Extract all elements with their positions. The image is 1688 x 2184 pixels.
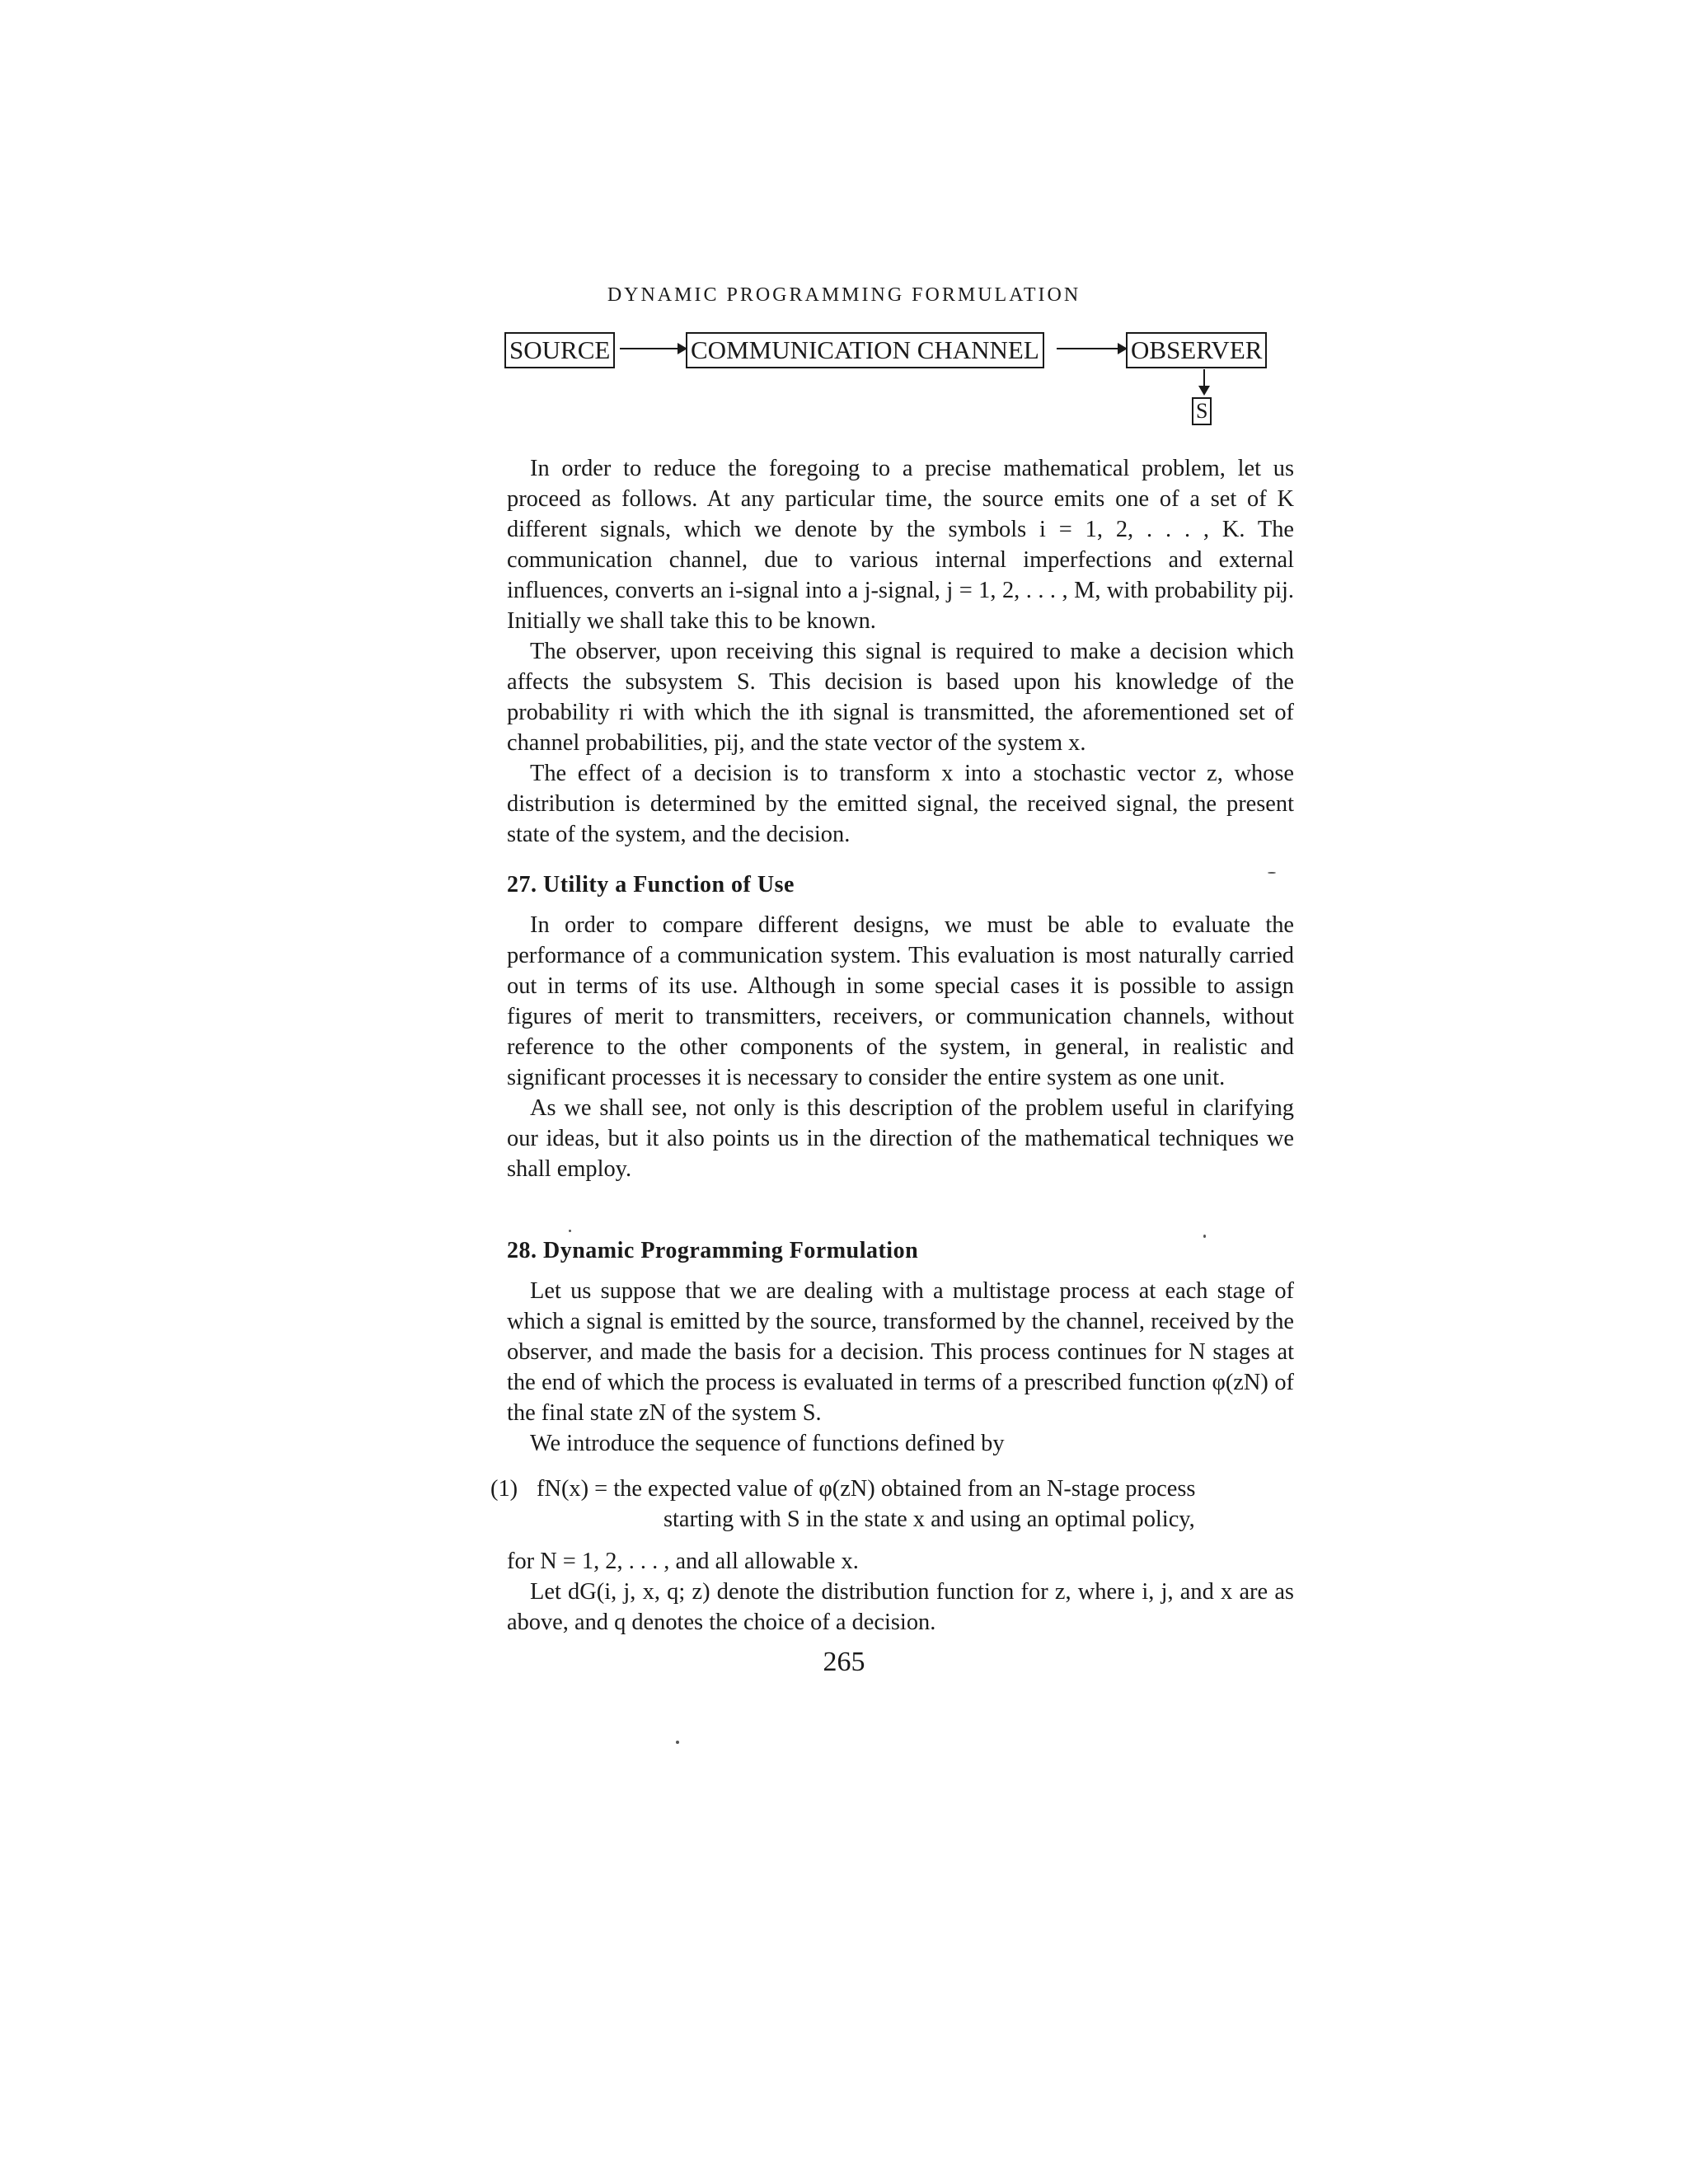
section-28-text	[507, 1276, 1294, 1459]
scan-speck	[1203, 1235, 1206, 1238]
communication-diagram	[504, 328, 1279, 452]
arrow-channel-to-observer	[1057, 348, 1126, 349]
paragraph: We introduce the sequence of functions defined by	[530, 1431, 1005, 1456]
section-intro-text	[507, 453, 1294, 850]
observer-box: OBSERVER	[1126, 332, 1267, 368]
subsystem-box: S	[1192, 397, 1212, 425]
paragraph: Let us suppose that we are dealing with a multistage process at each stage of which a signal is emitted by the source, transformed by the channel, received by the observer, and made the basis for a decision. This process continues for N stages at the end of which the process is evaluated in terms of a prescribed function φ(zN) of the final state zN of the system S.	[507, 1278, 1294, 1426]
section-28-tail	[507, 1546, 1294, 1638]
scan-speck	[1268, 872, 1276, 874]
source-box: SOURCE	[504, 332, 615, 368]
paragraph: Let dG(i, j, x, q; z) denote the distribution function for z, where i, j, and x are as above, and q denotes the choice of a decision.	[507, 1579, 1294, 1635]
arrow-observer-to-subsystem	[1203, 369, 1205, 392]
channel-box: COMMUNICATION CHANNEL	[686, 332, 1044, 368]
page-number: 265	[823, 1647, 865, 1677]
paragraph: In order to compare different designs, we must be able to evaluate the performance of a communication system. This evaluation is most naturally carried out in terms of its use. Although in some special cases it is possible to assign figures of merit to transmitters, receivers, or communication channels, without reference to the other components of the system, in general, in realistic and significant processes it is necessary to consider the entire system as one unit.	[507, 912, 1294, 1090]
paragraph: for N = 1, 2, . . . , and all allowable x.	[507, 1549, 859, 1574]
equation-number: (1)	[490, 1476, 518, 1502]
scan-speck	[569, 1230, 571, 1232]
paragraph: The effect of a decision is to transform x into a stochastic vector z, whose distribution is determined by the emitted signal, the received signal, the present state of the system, and the decision.	[507, 761, 1294, 847]
paragraph: The observer, upon receiving this signal is required to make a decision which affects the subsystem S. This decision is based upon his knowledge of the probability ri with which the ith signal is transmitted, the aforementioned set of channel probabilities, pij, and the state vector of the system x.	[507, 639, 1294, 756]
scan-speck	[676, 1741, 679, 1744]
running-head: DYNAMIC PROGRAMMING FORMULATION	[607, 284, 1081, 306]
paragraph: As we shall see, not only is this description of the problem useful in clarifying our ideas, but it also points us in the direction of the mathematical techniques we shall employ.	[507, 1095, 1294, 1182]
equation-line: starting with S in the state x and using an optimal policy,	[663, 1507, 1195, 1532]
paragraph: In order to reduce the foregoing to a precise mathematical problem, let us proceed as follows. At any particular time, the source emits one of a set of K different signals, which we denote by the symbols i = 1, 2, . . . , K. The communication channel, due to various internal imperfections and external influences, converts an i-signal into a j-signal, j = 1, 2, . . . , M, with probability pij. Initially we shall take this to be known.	[507, 456, 1294, 634]
section-heading-28: 28. Dynamic Programming Formulation	[507, 1238, 919, 1263]
equation-line: fN(x) = the expected value of φ(zN) obtained from an N-stage process	[537, 1476, 1196, 1502]
arrow-source-to-channel	[620, 348, 686, 349]
section-heading-27: 27. Utility a Function of Use	[507, 872, 795, 898]
section-27-text	[507, 910, 1294, 1184]
